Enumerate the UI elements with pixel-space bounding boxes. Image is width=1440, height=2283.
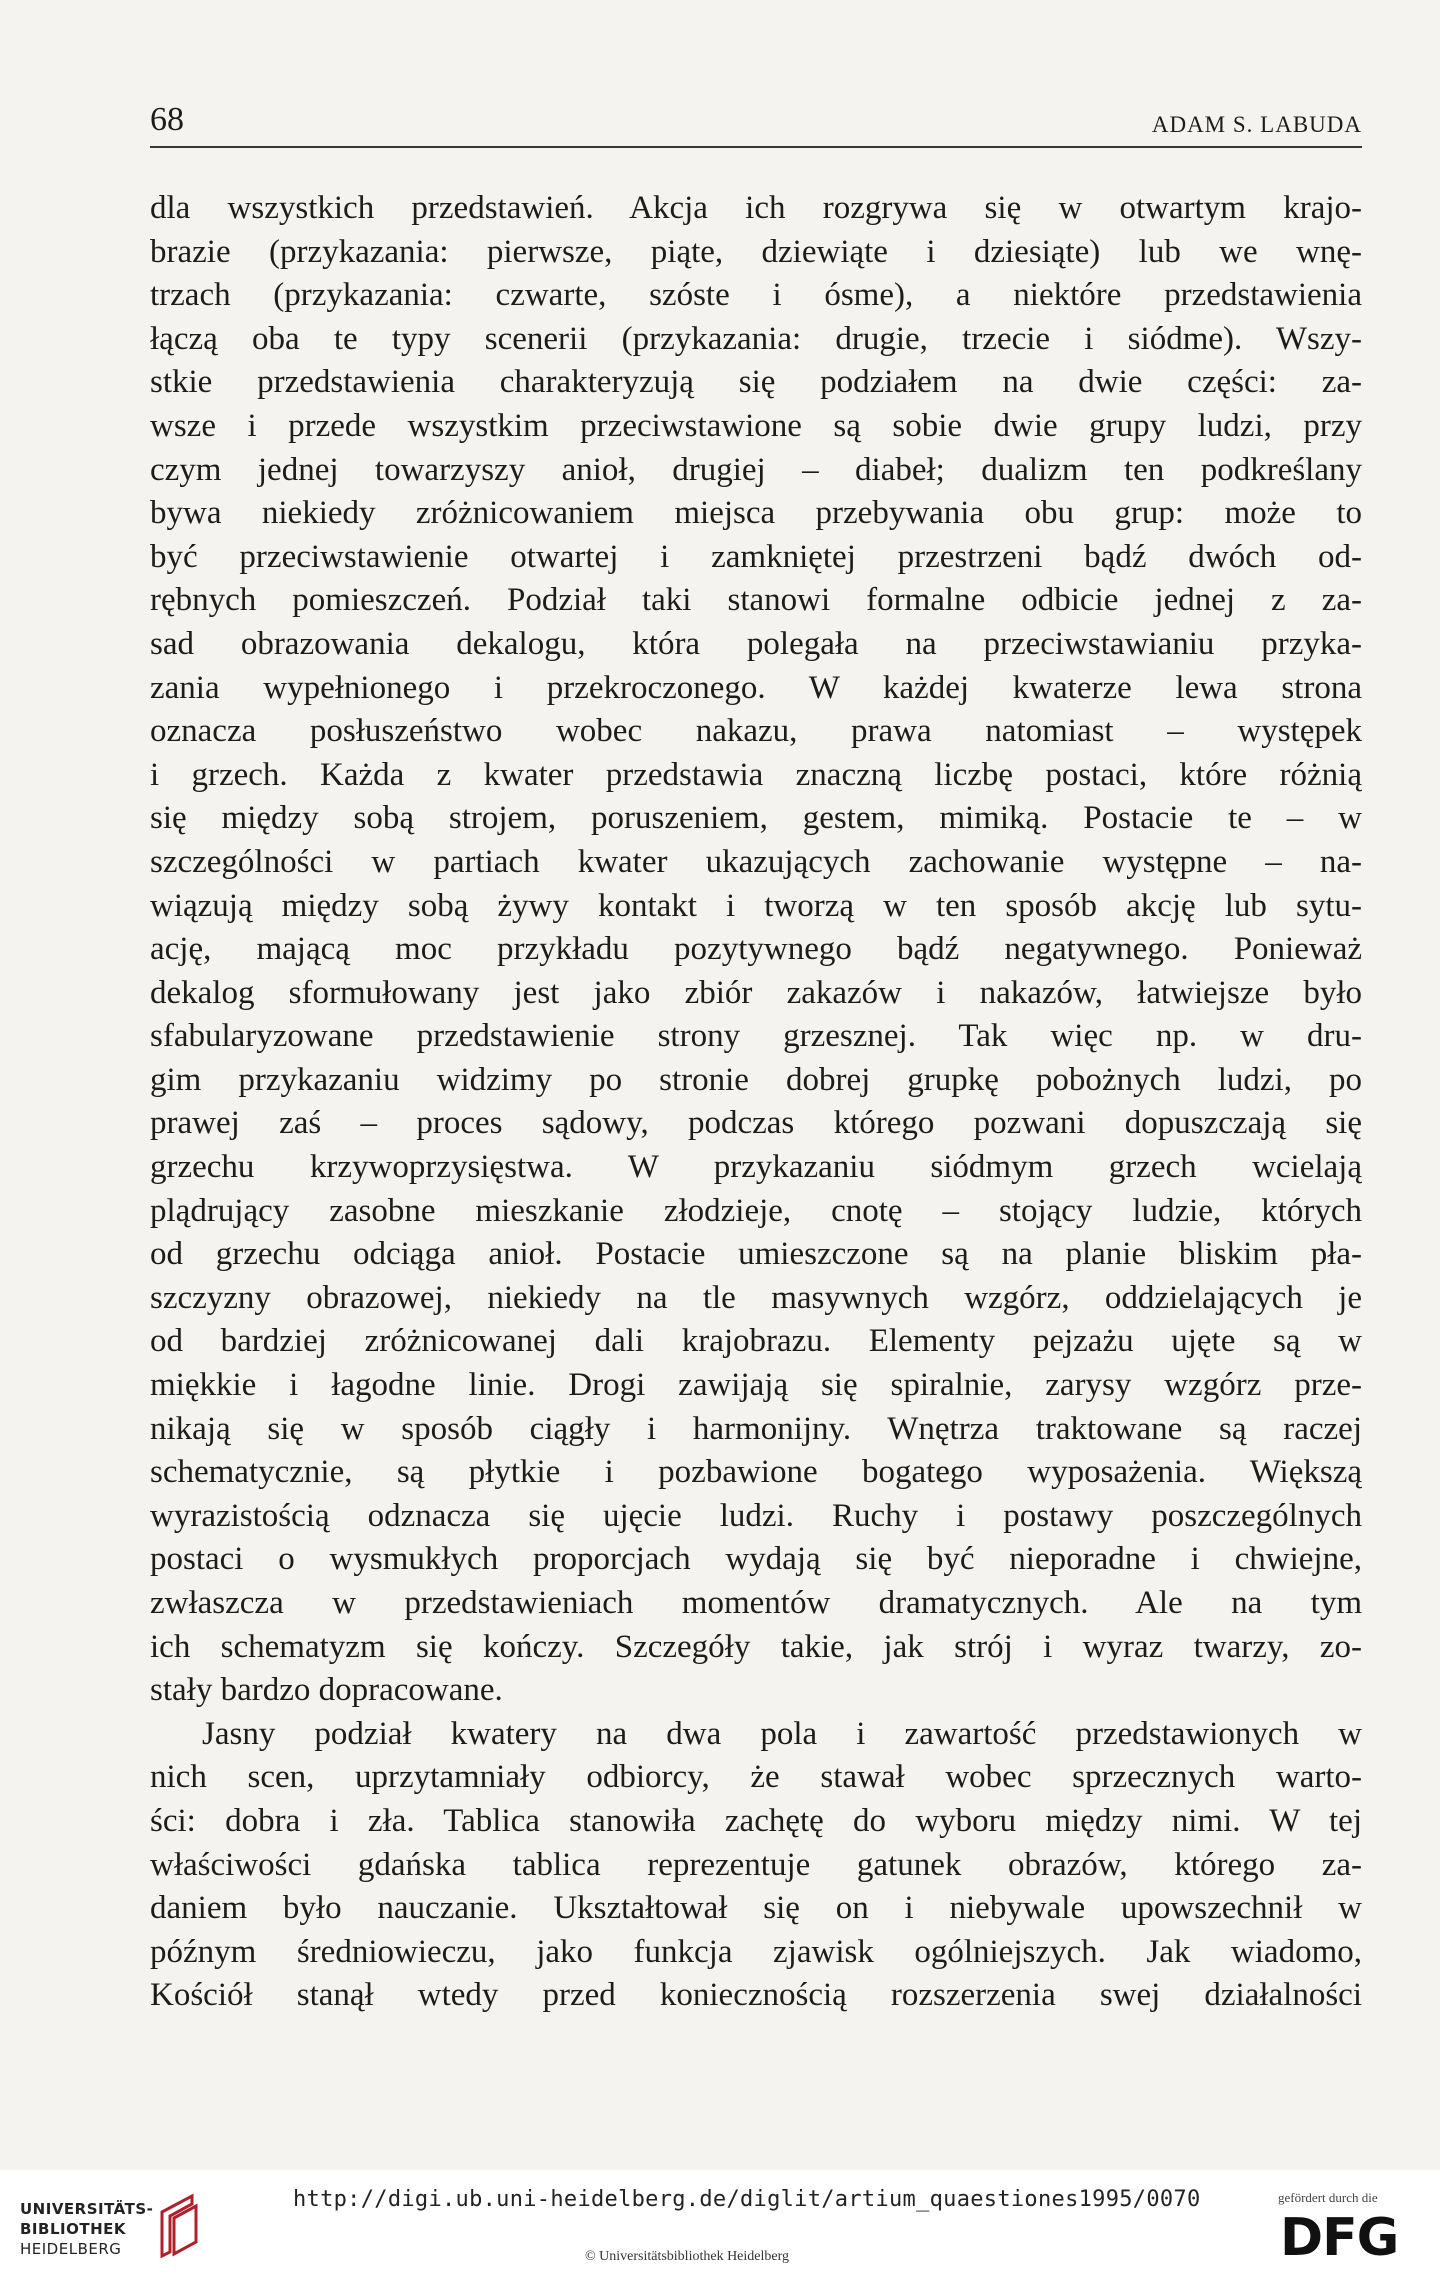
- text-line: plądrujący zasobne mieszkanie złodzieje, cnotę – stojący ludzie, których: [150, 1192, 1362, 1229]
- text-line: zwłaszcza w przedstawieniach momentów dramatycznych. Ale na tym: [150, 1585, 1362, 1621]
- text-line: brazie (przykazania: pierwsze, piąte, dziewiąte i dziesiąte) lub we wnę-: [150, 233, 1362, 270]
- library-emblem-icon: [152, 2192, 202, 2258]
- text-line: dekalog sformułowany jest jako zbiór zakazów i nakazów, łatwiejsze było: [150, 974, 1362, 1011]
- library-name-line1: UNIVERSITÄTS-: [20, 2200, 154, 2218]
- text-line: sfabularyzowane przedstawienie strony grzesznej. Tak więc np. w dru-: [150, 1018, 1362, 1055]
- library-logo[interactable]: [20, 2190, 205, 2260]
- text-line: szczyzny obrazowej, niekiedy na tle masywnych wzgórz, oddzielających je: [150, 1279, 1362, 1316]
- page-number: 68: [150, 101, 184, 138]
- text-line: się między sobą strojem, poruszeniem, gestem, mimiką. Postacie te – w: [150, 800, 1362, 837]
- source-url-link[interactable]: http://digi.ub.uni-heidelberg.de/diglit/artium_quaestiones1995/0070: [293, 2187, 1201, 2212]
- dfg-caption: gefördert durch die: [1278, 2190, 1378, 2205]
- body-text: [150, 187, 1362, 2018]
- text-line: trzach (przykazania: czwarte, szóste i ósme), a niektóre przedstawienia: [150, 277, 1362, 314]
- text-line: od bardziej zróżnicowanej dali krajobrazu. Elementy pejzażu ujęte są w: [150, 1323, 1362, 1360]
- text-line: od grzechu odciąga anioł. Postacie umieszczone są na planie bliskim pła-: [150, 1236, 1362, 1273]
- text-line: czym jednej towarzyszy anioł, drugiej – diabeł; dualizm ten podkreślany: [150, 451, 1362, 488]
- dfg-logo[interactable]: DFG: [1280, 2208, 1399, 2268]
- text-line: prawej zaś – proces sądowy, podczas którego pozwani dopuszczają się: [150, 1105, 1362, 1142]
- text-line: ich schematyzm się kończy. Szczegóły takie, jak strój i wyraz twarzy, zo-: [150, 1628, 1362, 1665]
- text-line: gim przykazaniu widzimy po stronie dobrej grupkę pobożnych ludzi, po: [150, 1061, 1362, 1098]
- text-line: właściwości gdańska tablica reprezentuje gatunek obrazów, którego za-: [150, 1846, 1362, 1883]
- text-line: Jasny podział kwatery na dwa pola i zawartość przedstawionych w: [202, 1715, 1362, 1752]
- text-line: postaci o wysmukłych proporcjach wydają się być nieporadne i chwiejne,: [150, 1541, 1362, 1578]
- text-line: sad obrazowania dekalogu, która polegała na przeciwstawianiu przyka-: [150, 625, 1362, 662]
- library-name-line3: HEIDELBERG: [20, 2240, 122, 2258]
- text-line: oznacza posłuszeństwo wobec nakazu, prawa natomiast – występek: [150, 713, 1362, 750]
- text-line: stały bardzo dopracowane.: [150, 1672, 503, 1709]
- text-line: być przeciwstawienie otwartej i zamkniętej przestrzeni bądź dwóch od-: [150, 538, 1362, 575]
- text-line: szczególności w partiach kwater ukazujących zachowanie występne – na-: [150, 843, 1362, 880]
- text-line: grzechu krzywoprzysięstwa. W przykazaniu siódmym grzech wcielają: [150, 1149, 1362, 1186]
- text-line: Kościół stanął wtedy przed koniecznością rozszerzenia swej działalności: [150, 1977, 1362, 2014]
- text-line: wsze i przede wszystkim przeciwstawione są sobie dwie grupy ludzi, przy: [150, 407, 1362, 444]
- library-name-line2: BIBLIOTHEK: [20, 2220, 126, 2238]
- page-header: [150, 100, 1362, 148]
- text-line: ści: dobra i zła. Tablica stanowiła zachętę do wyboru między nimi. W tej: [150, 1802, 1362, 1839]
- copyright-notice: © Universitätsbibliothek Heidelberg: [585, 2249, 790, 2264]
- text-line: nich scen, uprzytamniały odbiorcy, że stawał wobec sprzecznych warto-: [150, 1759, 1362, 1796]
- text-line: dla wszystkich przedstawień. Akcja ich rozgrywa się w otwartym krajo-: [150, 190, 1362, 226]
- text-line: ację, mającą moc przykładu pozytywnego bądź negatywnego. Ponieważ: [150, 931, 1362, 968]
- text-line: zania wypełnionego i przekroczonego. W każdej kwaterze lewa strona: [150, 669, 1362, 706]
- text-line: łączą oba te typy scenerii (przykazania: drugie, trzecie i siódme). Wszy-: [150, 320, 1362, 357]
- text-line: wyrazistością odznacza się ujęcie ludzi. Ruchy i postawy poszczególnych: [150, 1497, 1362, 1534]
- text-line: miękkie i łagodne linie. Drogi zawijają się spiralnie, zarysy wzgórz prze-: [150, 1367, 1362, 1404]
- text-line: bywa niekiedy zróżnicowaniem miejsca przebywania obu grup: może to: [150, 495, 1362, 532]
- text-line: stkie przedstawienia charakteryzują się podziałem na dwie części: za-: [150, 364, 1362, 401]
- text-line: rębnych pomieszczeń. Podział taki stanowi formalne odbicie jednej z za-: [150, 582, 1362, 619]
- text-line: nikają się w sposób ciągły i harmonijny. Wnętrza traktowane są raczej: [150, 1410, 1362, 1447]
- running-head-author: ADAM S. LABUDA: [1151, 112, 1362, 137]
- text-line: schematycznie, są płytkie i pozbawione bogatego wyposażenia. Większą: [150, 1454, 1362, 1491]
- text-line: i grzech. Każda z kwater przedstawia znaczną liczbę postaci, które różnią: [150, 756, 1362, 793]
- text-line: daniem było nauczanie. Ukształtował się on i niebywale upowszechnił w: [150, 1890, 1362, 1927]
- text-line: wiązują między sobą żywy kontakt i tworzą w ten sposób akcję lub sytu-: [150, 887, 1362, 924]
- text-line: późnym średniowieczu, jako funkcja zjawisk ogólniejszych. Jak wiadomo,: [150, 1933, 1362, 1970]
